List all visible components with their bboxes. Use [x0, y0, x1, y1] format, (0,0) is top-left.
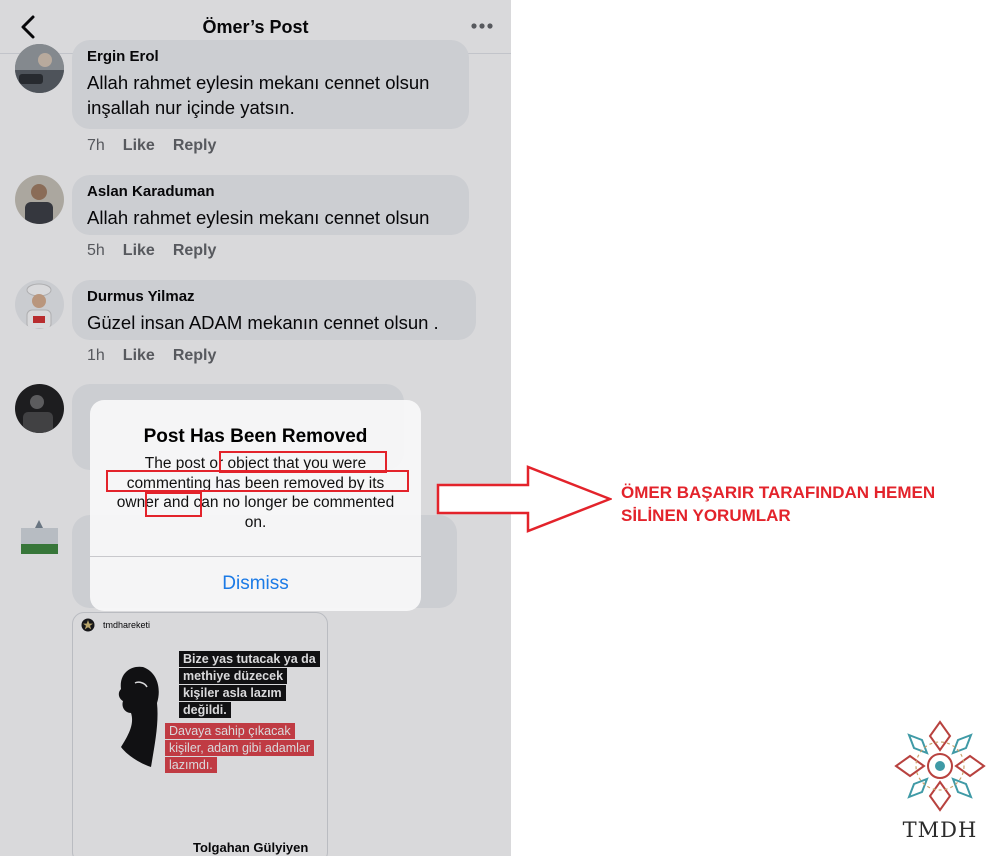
- quote-red-text: Davaya sahip çıkacak kişiler, adam gibi adamlar lazımdı.: [165, 723, 325, 774]
- alert-message: The post or object that you were commenting has been removed by its owner and can no longer be commented on.: [116, 455, 395, 531]
- watermark-text: TMDH: [902, 818, 978, 842]
- highlight-box: [106, 470, 409, 492]
- dismiss-button[interactable]: Dismiss: [222, 573, 289, 594]
- like-button[interactable]: Like: [122, 347, 155, 364]
- comment-time: 7h: [87, 137, 105, 154]
- like-button[interactable]: Like: [122, 137, 155, 154]
- removed-post-alert: [90, 400, 421, 611]
- shared-post-account: tmdhareketi: [103, 620, 151, 630]
- annotation-text: ÖMER BAŞARIR TARAFINDAN HEMEN SİLİNEN YORUMLAR: [621, 483, 936, 525]
- comment-text: Allah rahmet eylesin mekanı cennet olsun: [87, 207, 430, 228]
- comment-text: Güzel insan ADAM mekanın cennet olsun .: [87, 312, 439, 333]
- highlight-box: [145, 492, 202, 517]
- reply-button[interactable]: Reply: [172, 242, 217, 259]
- alert-title: Post Has Been Removed: [143, 426, 368, 447]
- ornament-icon: [890, 718, 990, 818]
- comment-time: 1h: [87, 347, 105, 364]
- watermark-logo: [890, 718, 990, 843]
- comment-author[interactable]: Aslan Karaduman: [87, 183, 215, 200]
- reply-button[interactable]: Reply: [172, 137, 217, 154]
- annotation-arrow-icon: [436, 465, 612, 533]
- shared-post-signature: Tolgahan Gülyiyen: [193, 840, 309, 855]
- comment-author[interactable]: Ergin Erol: [87, 48, 159, 65]
- quote-black-text: Bize yas tutacak ya da methiye düzecek kişiler asla lazım değildi.: [179, 651, 319, 719]
- page-title: Ömer’s Post: [202, 17, 309, 37]
- comment-text: Allah rahmet eylesin mekanı cennet olsun inşallah nur içinde yatsın.: [87, 72, 430, 118]
- like-button[interactable]: Like: [122, 242, 155, 259]
- comment-author[interactable]: Durmus Yilmaz: [87, 288, 195, 305]
- comment-time: 5h: [87, 242, 105, 259]
- reply-button[interactable]: Reply: [172, 347, 217, 364]
